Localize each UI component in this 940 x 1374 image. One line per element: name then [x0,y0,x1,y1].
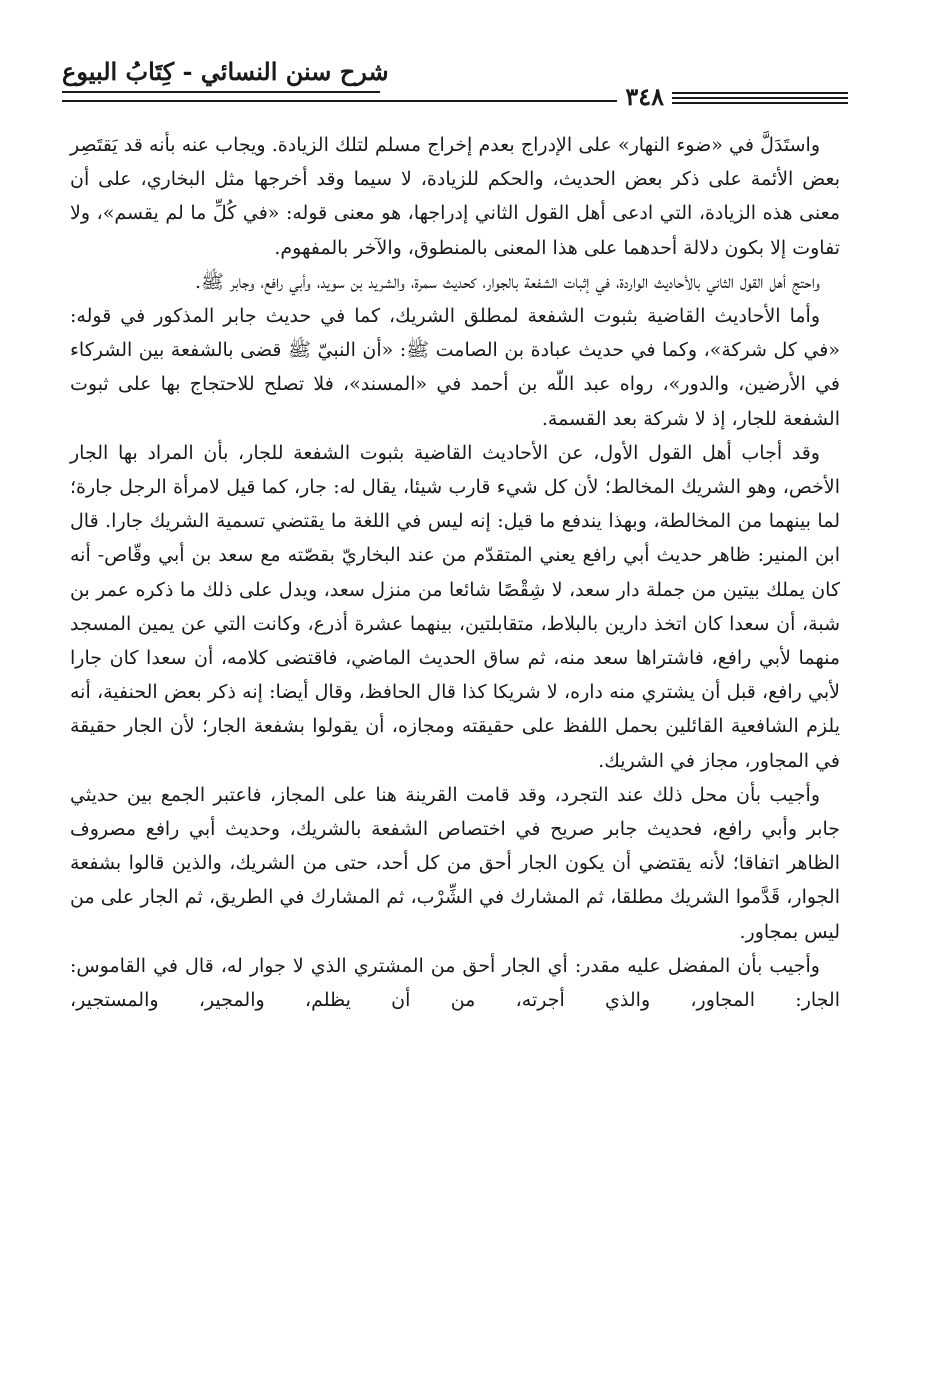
title-underline [62,91,380,93]
paragraph: وقد أجاب أهل القول الأول، عن الأحاديث القاضية بثبوت الشفعة للجار، بأن المراد بها الجار الأخص، وهو الشريك المخالط؛ لأن كل شيء قارب شيئا، يقال له: جار، كما قيل لامرأة الرجل جارة؛ لما بينهما من المخالطة، وبهذا يندفع ما قيل: إنه ليس في اللغة ما يقتضي تسمية الشريك جارا. قال ابن المنير: ظاهر حديث أبي رافع يعني المتقدّم من عند البخاريّ بقصّته مع سعد بن أبي وقّاص- أنه كان يملك بيتين من جملة دار سعد، لا شِقْصًا شائعا من منزل سعد، ويدل على ذلك ما ذكره عمر بن شبة، أن سعدا كان اتخذ دارين بالبلاط، متقابلتين، بينهما عشرة أذرع، وكانت التي عن يمين المسجد منهما لأبي رافع، فاشتراها سعد منه، ثم ساق الحديث الماضي، فاقتضى كلامه، أن سعدا كان جارا لأبي رافع، قبل أن يشتري منه داره، لا شريكا كذا قال الحافظ، وقال أيضا: إنه ذكر بعض الحنفية، أنه يلزم الشافعية القائلين بحمل اللفظ على حقيقته ومجازه، أن يقولوا بشفعة الجار؛ لأن الجار حقيقة في المجاور، مجاز في الشريك. [70,441,840,772]
paragraph: واستَدَلَّ في «ضوء النهار» على الإدراج بعدم إخراج مسلم لتلك الزيادة. ويجاب عنه بأنه قد يَقتَصِر بعض الأئمة على ذكر بعض الحديث، والحكم للزيادة، لا سيما وقد أخرجها مثل البخاري، على أن معنى هذه الزيادة، التي ادعى أهل القول الثاني إدراجها، هو معنى قوله: «في كُلِّ ما لم يقسم»، ولا تفاوت إلا بكون دلالة أحدهما على هذا المعنى بالمنطوق، والآخر بالمفهوم. [70,134,840,259]
header-triple-rule [668,92,848,106]
paragraph: وأجيب بأن محل ذلك عند التجرد، وقد قامت القرينة هنا على المجاز، فاعتبر الجمع بين حديثي جابر وأبي رافع، فحديث جابر صريح في اختصاص الشفعة بالشريك، وحديث أبي رافع مصروف الظاهر اتفاقا؛ لأنه يقتضي أن يكون الجار أحق من كل أحد، حتى من الشريك، والذين قالوا بشفعة الجوار، قَدَّموا الشريك مطلقا، ثم المشارك في الشِّرْب، ثم المشارك في الطريق، ثم الجار على من ليس بمجاور. [70,783,840,943]
running-header [62,56,848,116]
paragraph: وأجيب بأن المفضل عليه مقدر: أي الجار أحق من المشتري الذي لا جوار له، قال في القاموس: الجار: المجاور، والذي أجرته، من أن يظلم، والمجير، والمستجير، [70,954,840,1012]
paragraph: وأما الأحاديث القاضية بثبوت الشفعة لمطلق الشريك، كما في حديث جابر المذكور في قوله: «في كل شركة»، وكما في حديث عبادة بن الصامت ﷺ: «أن النبيّ ﷺ قضى بالشفعة بين الشركاء في الأرضين، والدور»، رواه عبد اللّه بن أحمد في «المسند»، فلا تصلح للاحتجاج بها على ثبوت الشفعة للجار، إذ لا شركة بعد القسمة. [70,305,840,430]
header-rule [62,100,632,102]
page-number: ٣٤٨ [617,82,672,112]
running-title: شرح سنن النسائي - كِتَابُ البيوع [62,57,389,86]
body-text [70,128,840,1017]
paragraph: واحتج أهل القول الثاني بالأحاديث الواردة، في إثبات الشفعة بالجوار، كحديث سمرة، والشريد بن سويد، وأبي رافع، وجابر ﷺ. [195,270,820,293]
